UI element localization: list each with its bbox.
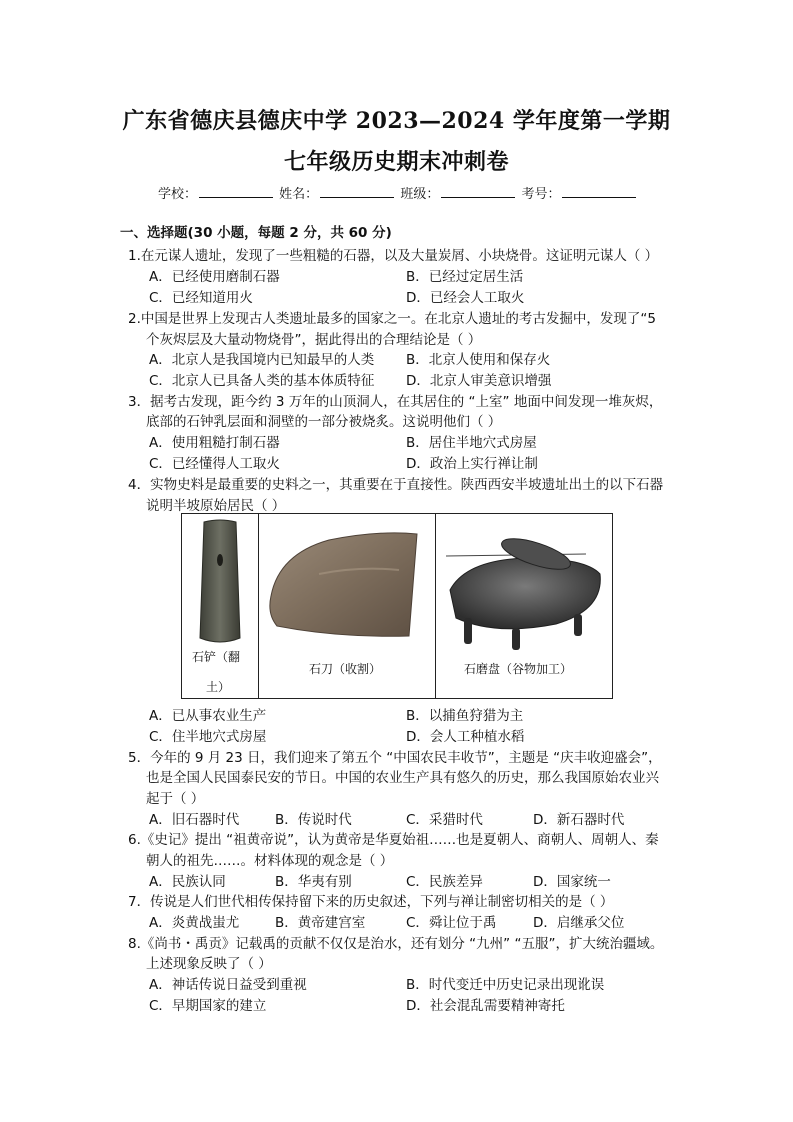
stone-shovel-caption-2: 土） <box>206 680 231 694</box>
class-blank[interactable] <box>441 185 515 198</box>
q7-option-a[interactable]: A．炎黄战蚩尤 <box>149 915 240 931</box>
stone-knife-caption: 石刀（收割） <box>309 662 382 676</box>
question-8-stem: 8.《尚书・禹贡》记载禹的贡献不仅仅是治水，还有划分 “九州” “五服”，扩大统治疆域。 <box>128 936 664 952</box>
q6-option-a[interactable]: A．民族认同 <box>149 874 226 890</box>
q8-option-a[interactable]: A．神话传说日益受到重视 <box>149 977 307 993</box>
question-3-stem: 3．据考古发现，距今约 3 万年的山顶洞人，在其居住的 “上室” 地面中间发现一堆灰烬， <box>128 394 663 410</box>
q6-option-d[interactable]: D．国家统一 <box>533 874 611 890</box>
q3-option-c[interactable]: C．已经懂得人工取火 <box>149 456 280 472</box>
name-blank[interactable] <box>320 185 394 198</box>
q3-option-d[interactable]: D．政治上实行禅让制 <box>406 456 538 472</box>
q2-option-a[interactable]: A．北京人是我国境内已知最早的人类 <box>149 352 375 368</box>
stone-tools-figure <box>181 513 613 699</box>
q4-option-b[interactable]: B．以捕鱼狩猎为主 <box>406 708 524 724</box>
stone-shovel-image <box>182 518 259 648</box>
student-info-line <box>158 183 638 202</box>
q5-option-a[interactable]: A．旧石器时代 <box>149 812 240 828</box>
question-5-stem-cont1: 也是全国人民国泰民安的节日。中国的农业生产具有悠久的历史，那么我国原始农业兴 <box>146 770 659 786</box>
q4-option-d[interactable]: D．会人工种植水稻 <box>406 729 525 745</box>
q6-option-b[interactable]: B．华夷有别 <box>275 874 352 890</box>
q2-option-d[interactable]: D．北京人审美意识增强 <box>406 373 552 389</box>
school-label: 学校： <box>158 187 198 202</box>
q1-option-c[interactable]: C．已经知道用火 <box>149 290 253 306</box>
section-heading: 一、选择题(30 小题，每题 2 分，共 60 分) <box>120 225 392 241</box>
q5-option-b[interactable]: B．传说时代 <box>275 812 352 828</box>
q5-option-d[interactable]: D．新石器时代 <box>533 812 625 828</box>
q4-option-a[interactable]: A．已从事农业生产 <box>149 708 267 724</box>
exam-title-line2: 七年级历史期末冲刺卷 <box>283 149 509 175</box>
grinding-stone-image <box>436 514 612 654</box>
q3-option-b[interactable]: B．居住半地穴式房屋 <box>406 435 537 451</box>
stone-knife-cell <box>259 514 436 698</box>
q8-option-d[interactable]: D．社会混乱需要精神寄托 <box>406 998 565 1014</box>
q4-option-c[interactable]: C．住半地穴式房屋 <box>149 729 267 745</box>
q1-option-d[interactable]: D．已经会人工取火 <box>406 290 525 306</box>
stone-shovel-cell <box>182 514 259 698</box>
q8-option-c[interactable]: C．早期国家的建立 <box>149 998 267 1014</box>
q1-option-a[interactable]: A．已经使用磨制石器 <box>149 269 280 285</box>
question-2-stem-cont: 个灰烬层及大量动物烧骨”，据此得出的合理结论是（ ） <box>146 332 482 348</box>
class-label: 班级： <box>400 187 440 202</box>
question-8-stem-cont: 上述现象反映了（ ） <box>146 956 272 972</box>
q3-option-a[interactable]: A．使用粗糙打制石器 <box>149 435 280 451</box>
q8-option-b[interactable]: B．时代变迁中历史记录出现讹误 <box>406 977 605 993</box>
question-4-stem: 4．实物史料是最重要的史料之一，其重要在于直接性。陕西西安半坡遗址出土的以下石器 <box>128 477 664 493</box>
school-blank[interactable] <box>199 185 273 198</box>
name-label: 姓名： <box>279 187 319 202</box>
q2-option-c[interactable]: C．北京人已具备人类的基本体质特征 <box>149 373 375 389</box>
stone-shovel-caption-1: 石铲（翻 <box>192 650 241 664</box>
q5-option-c[interactable]: C．采猎时代 <box>406 812 483 828</box>
stone-mill-caption: 石磨盘（谷物加工） <box>464 662 573 676</box>
question-6-stem: 6.《史记》提出 “祖黄帝说”，认为黄帝是华夏始祖……也是夏朝人、商朝人、周朝人、秦 <box>128 832 659 848</box>
q1-option-b[interactable]: B．已经过定居生活 <box>406 269 524 285</box>
q7-option-b[interactable]: B．黄帝建宫室 <box>275 915 366 931</box>
question-2-stem: 2.中国是世界上发现古人类遗址最多的国家之一。在北京人遗址的考古发掘中，发现了“5 <box>128 311 656 327</box>
q7-option-c[interactable]: C．舜让位于禹 <box>406 915 497 931</box>
stone-knife-image <box>259 514 436 654</box>
question-6-stem-cont: 朝人的祖先……。材料体现的观念是（ ） <box>146 853 394 869</box>
stone-mill-cell <box>436 514 612 698</box>
exam-title-line1: 广东省德庆县德庆中学 2023—2024 学年度第一学期 <box>122 108 671 134</box>
question-5-stem-cont2: 起于（ ） <box>146 791 205 807</box>
question-1-stem: 1.在元谋人遗址，发现了一些粗糙的石器，以及大量炭屑、小块烧骨。这证明元谋人（ ） <box>128 248 659 264</box>
exam-no-label: 考号： <box>521 187 561 202</box>
q2-option-b[interactable]: B．北京人使用和保存火 <box>406 352 551 368</box>
question-5-stem: 5．今年的 9 月 23 日，我们迎来了第五个 “中国农民丰收节”，主题是 “庆丰收迎盛会”， <box>128 750 662 766</box>
question-4-stem-cont: 说明半坡原始居民（ ） <box>146 498 286 514</box>
exam-no-blank[interactable] <box>562 185 636 198</box>
question-7-stem: 7．传说是人们世代相传保持留下来的历史叙述，下列与禅让制密切相关的是（ ） <box>128 894 614 910</box>
q6-option-c[interactable]: C．民族差异 <box>406 874 483 890</box>
q7-option-d[interactable]: D．启继承父位 <box>533 915 625 931</box>
question-3-stem-cont: 底部的石钟乳层面和洞壁的一部分被烧炙。这说明他们（ ） <box>146 414 502 430</box>
